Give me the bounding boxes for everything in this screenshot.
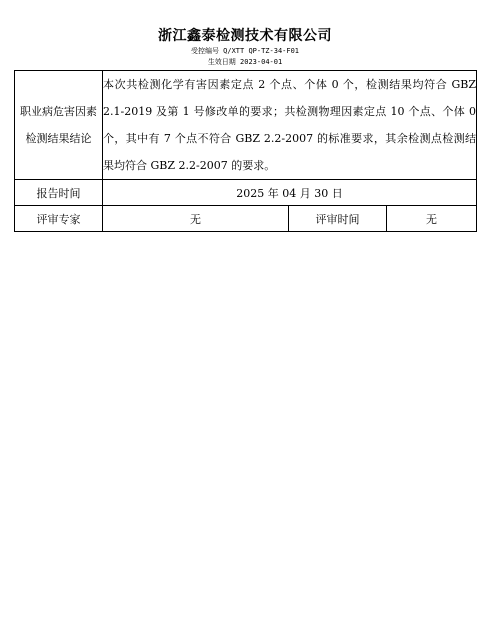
result-table: [14, 70, 477, 232]
review-row: [15, 206, 477, 232]
report-time-label: 报告时间: [15, 180, 103, 206]
conclusion-row: [15, 71, 477, 180]
reviewer-label: 评审专家: [15, 206, 103, 232]
report-time-value: 2025 年 04 月 30 日: [103, 180, 477, 206]
reviewer-value: 无: [103, 206, 289, 232]
company-title: 浙江鑫泰检测技术有限公司: [158, 28, 332, 44]
review-time-value: 无: [387, 206, 477, 232]
effective-date: 生效日期 2023-04-01: [207, 58, 283, 66]
control-number: 受控编号 Q/XTT QP-TZ-34-F01: [190, 47, 300, 55]
report-time-row: [15, 180, 477, 206]
review-time-label: 评审时间: [289, 206, 387, 232]
conclusion-text: 本次共检测化学有害因素定点 2 个点、个体 0 个，检测结果均符合 GBZ 2.1-2019 及第 1 号修改单的要求；共检测物理因素定点 10 个点、个体 0 个，其中有 7 个点不符合 GBZ 2.2-2007 的标准要求，其余检测点检测结果均符合 GBZ 2.2-2007 的要求。: [103, 71, 477, 180]
conclusion-label: 职业病危害因素检测结果结论: [15, 71, 103, 180]
